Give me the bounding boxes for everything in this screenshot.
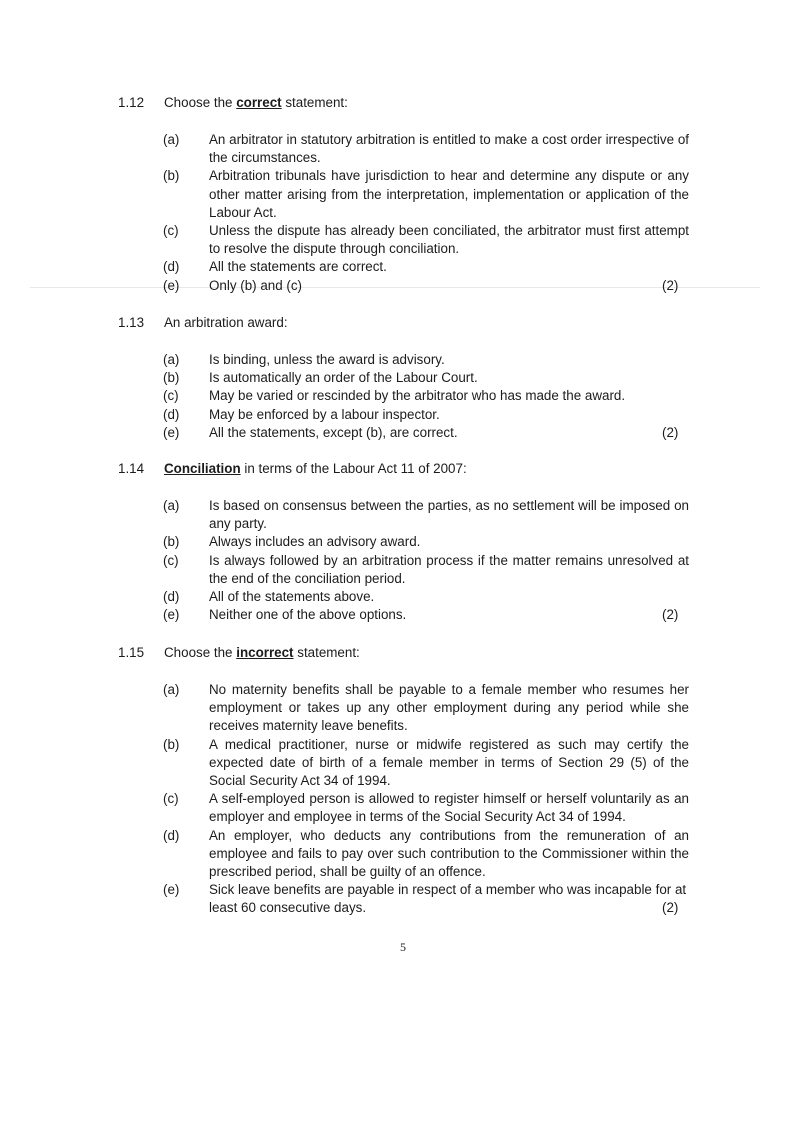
option-c <box>0 790 794 826</box>
stem-keyword: Conciliation <box>164 461 241 476</box>
option-d <box>0 406 794 424</box>
option-label: (a) <box>163 132 180 147</box>
option-label: (b) <box>163 370 180 386</box>
stem-keyword: incorrect <box>236 645 294 660</box>
question-number: 1.14 <box>118 461 145 476</box>
option-text: Sick leave benefits are payable in respect of a member who was incapable for at least 60 consecutive days. <box>209 882 687 916</box>
option-a <box>0 351 794 369</box>
question-stem: Choose the correct statement: <box>164 95 348 110</box>
option-label: (b) <box>163 168 180 184</box>
option-b <box>0 369 794 387</box>
option-b <box>0 533 794 551</box>
question-number: 1.13 <box>118 315 145 330</box>
option-label: (e) <box>163 882 180 898</box>
question-1-15 <box>0 644 794 918</box>
marks: (2) <box>662 900 679 916</box>
question-1-13 <box>0 314 794 442</box>
page-number: 5 <box>400 940 406 954</box>
option-d <box>0 827 794 882</box>
option-text: Is based on consensus between the parties, as no settlement will be imposed on any party. <box>209 498 689 532</box>
option-a <box>0 497 794 533</box>
option-c <box>0 552 794 588</box>
option-label: (c) <box>163 791 179 807</box>
option-text: Neither one of the above options. <box>209 607 407 623</box>
option-e <box>0 606 794 624</box>
question-1-14 <box>0 460 794 624</box>
option-label: (a) <box>163 498 180 513</box>
option-e <box>0 277 794 295</box>
option-d <box>0 588 794 606</box>
marks: (2) <box>662 607 679 623</box>
question-stem: An arbitration award: <box>164 315 288 330</box>
question-1-12 <box>0 94 794 295</box>
option-label: (d) <box>163 406 180 422</box>
option-text: An arbitrator in statutory arbitration is entitled to make a cost order irrespective of the circumstances. <box>209 132 689 166</box>
marks: (2) <box>662 424 679 440</box>
question-number: 1.12 <box>118 95 145 110</box>
option-text: A self-employed person is allowed to register himself or herself voluntarily as an employer and employee in terms of the Social Security Act 34 of 1994. <box>209 791 689 825</box>
question-number: 1.15 <box>118 645 145 660</box>
option-label: (d) <box>163 827 180 843</box>
option-text: Is automatically an order of the Labour Court. <box>209 370 478 386</box>
option-text: An employer, who deducts any contributions from the remuneration of an employee and fails to pay over such contribution to the Commissioner within the prescribed period, shall be guilty of an offence. <box>209 827 689 880</box>
option-b <box>0 736 794 791</box>
option-e <box>0 424 794 442</box>
option-label: (e) <box>163 424 180 440</box>
option-label: (b) <box>163 534 180 550</box>
option-b <box>0 167 794 222</box>
option-a <box>0 131 794 167</box>
option-e <box>0 881 794 917</box>
option-text: May be enforced by a labour inspector. <box>209 406 440 422</box>
option-label: (c) <box>163 223 179 239</box>
option-text: Arbitration tribunals have jurisdiction to hear and determine any dispute or any other matter arising from the interpretation, implementation or application of the Labour Act. <box>209 168 689 220</box>
option-a <box>0 681 794 736</box>
option-label: (e) <box>163 607 180 623</box>
option-c <box>0 387 794 405</box>
option-text: Is always followed by an arbitration process if the matter remains unresolved at the end of the conciliation period. <box>209 552 689 586</box>
option-label: (b) <box>163 736 180 752</box>
option-label: (a) <box>163 682 180 697</box>
question-stem: Conciliation in terms of the Labour Act 11 of 2007: <box>164 461 467 476</box>
option-label: (d) <box>163 259 180 275</box>
option-text: All the statements, except (b), are correct. <box>209 424 458 440</box>
option-c <box>0 222 794 258</box>
option-label: (a) <box>163 352 180 367</box>
option-text: No maternity benefits shall be payable to a female member who resumes her employment or takes up any other employment during any period while she receives maternity leave benefits. <box>209 682 689 734</box>
option-text: Is binding, unless the award is advisory. <box>209 352 445 367</box>
option-text: May be varied or rescinded by the arbitrator who has made the award. <box>209 388 626 404</box>
option-text: Unless the dispute has already been conciliated, the arbitrator must first attempt to resolve the dispute through conciliation. <box>209 223 689 257</box>
option-label: (c) <box>163 388 179 404</box>
option-label: (d) <box>163 589 180 605</box>
option-label: (e) <box>163 277 180 293</box>
option-text: Only (b) and (c) <box>209 277 303 293</box>
question-stem: Choose the incorrect statement: <box>164 645 360 660</box>
option-text: All the statements are correct. <box>209 259 387 275</box>
option-text: Always includes an advisory award. <box>209 534 421 550</box>
marks: (2) <box>662 277 679 293</box>
option-d <box>0 258 794 276</box>
option-label: (c) <box>163 552 179 568</box>
stem-keyword: correct <box>236 95 282 110</box>
option-text: A medical practitioner, nurse or midwife registered as such may certify the expected date of birth of a female member in terms of Section 29 (5) of the Social Security Act 34 of 1994. <box>209 736 689 789</box>
option-text: All of the statements above. <box>209 589 375 605</box>
